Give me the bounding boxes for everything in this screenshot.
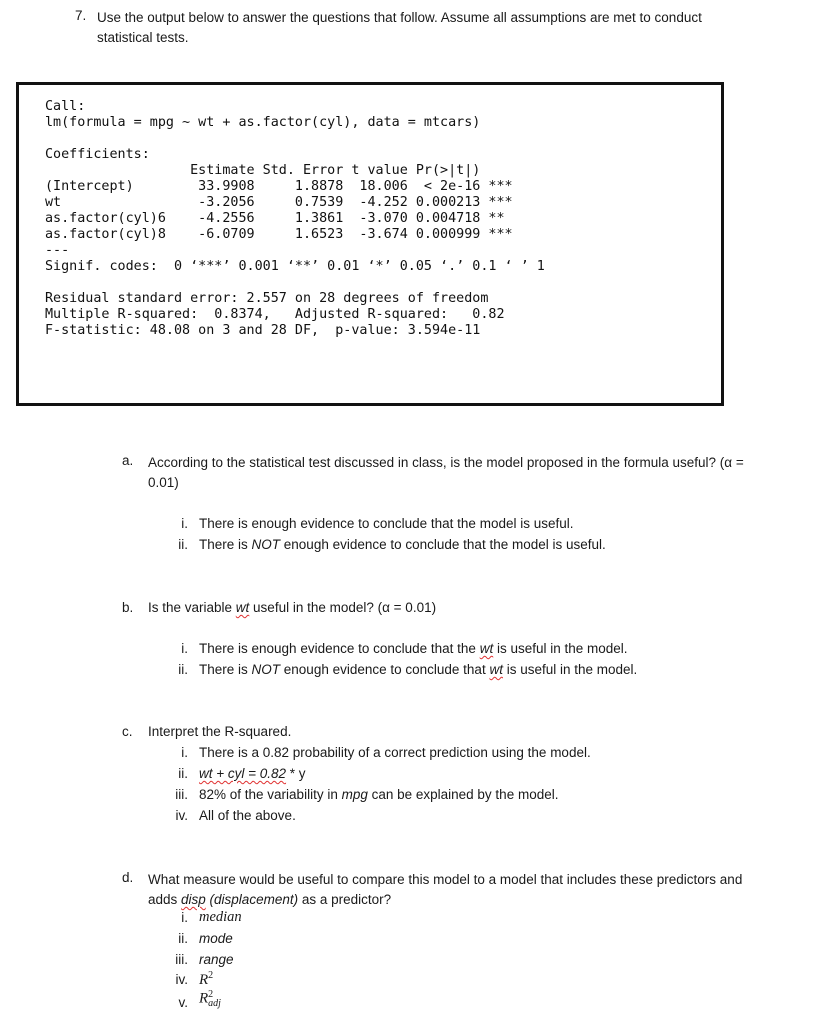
r-output-line: Estimate Std. Error t value Pr(>|t|) bbox=[45, 163, 481, 178]
part-b-option-i-number: i. bbox=[181, 641, 188, 656]
part-d-option-v-symbol: R bbox=[199, 990, 209, 1007]
part-d-question bbox=[148, 870, 808, 910]
part-a-option-ii bbox=[199, 537, 606, 552]
part-a-option-i-number: i. bbox=[181, 516, 188, 531]
r-output-line: lm(formula = mpg ~ wt + as.factor(cyl), data = mtcars) bbox=[45, 115, 481, 130]
part-b-question bbox=[148, 600, 436, 615]
part-c-option-iii bbox=[199, 787, 558, 802]
part-d-line-2-pre: adds bbox=[148, 892, 182, 907]
part-b-option-ii-number: ii. bbox=[178, 662, 188, 677]
part-d-option-i: median bbox=[199, 909, 242, 925]
part-c-option-ii-equation: wt + cyl = 0.82 bbox=[199, 766, 287, 781]
part-d-option-v bbox=[199, 990, 221, 1008]
part-b-post: useful in the model? (α = 0.01) bbox=[249, 600, 437, 615]
part-b-option-i-variable: wt bbox=[479, 641, 494, 656]
part-d-option-ii-number: ii. bbox=[178, 931, 188, 946]
part-a-option-ii-number: ii. bbox=[178, 537, 188, 552]
r-output-line: Residual standard error: 2.557 on 28 degrees of freedom bbox=[45, 291, 489, 306]
part-d-option-iii-number: iii. bbox=[175, 952, 188, 967]
part-b-pre: Is the variable bbox=[148, 600, 236, 615]
part-c-question: Interpret the R-squared. bbox=[148, 724, 292, 739]
part-c-option-i-number: i. bbox=[181, 745, 188, 760]
part-d-option-iii: range bbox=[199, 952, 234, 967]
part-c-option-iii-emphasis: mpg bbox=[341, 787, 368, 802]
r-output-line: as.factor(cyl)8 -6.0709 1.6523 -3.674 0.000999 *** bbox=[45, 227, 513, 242]
part-d-line-2 bbox=[148, 890, 808, 910]
part-c-option-i: There is a 0.82 probability of a correct prediction using the model. bbox=[199, 745, 591, 760]
part-d-option-iv-symbol: R bbox=[199, 972, 209, 988]
part-c-option-ii-number: ii. bbox=[178, 766, 188, 781]
r-output-line: (Intercept) 33.9908 1.8878 18.006 < 2e-16 *** bbox=[45, 179, 513, 194]
part-a-option-i-text: There is enough evidence to conclude that the model is useful. bbox=[199, 516, 574, 531]
part-c-option-iv-number: iv. bbox=[175, 808, 188, 823]
part-a-line-2: 0.01) bbox=[148, 475, 179, 490]
part-d-letter: d. bbox=[122, 870, 134, 885]
r-output-line: Call: bbox=[45, 99, 86, 114]
part-c-option-iii-pre: 82% of the variability in bbox=[199, 787, 342, 802]
r-output-text bbox=[45, 99, 545, 339]
part-b-letter: b. bbox=[122, 600, 134, 615]
question-line-2: statistical tests. bbox=[97, 30, 189, 45]
part-d-option-iv bbox=[199, 970, 213, 989]
part-d-emphasis: (displacement) bbox=[205, 892, 299, 907]
part-b-option-ii-post: is useful in the model. bbox=[502, 662, 638, 677]
r-output-line: Signif. codes: 0 ‘***’ 0.001 ‘**’ 0.01 ‘*’ 0.05 ‘.’ 0.1 ‘ ’ 1 bbox=[45, 259, 545, 274]
part-d-line-1: What measure would be useful to compare this model to a model that includes these predictors and bbox=[148, 872, 743, 887]
part-b-option-ii bbox=[199, 662, 637, 677]
part-d-variable: disp bbox=[181, 892, 206, 907]
part-a-option-i bbox=[199, 516, 574, 531]
part-d-option-iv-number: iv. bbox=[175, 972, 188, 987]
part-b-option-ii-variable: wt bbox=[489, 662, 503, 677]
part-c-option-iii-post: can be explained by the model. bbox=[367, 787, 559, 802]
part-a-question bbox=[148, 453, 808, 493]
part-a-option-ii-emphasis: NOT bbox=[251, 537, 281, 552]
question-number: 7. bbox=[75, 8, 87, 23]
part-d-option-iv-superscript: 2 bbox=[208, 970, 214, 981]
part-b-option-i-pre: There is enough evidence to conclude that the bbox=[199, 641, 480, 656]
part-d-option-ii: mode bbox=[199, 931, 233, 946]
part-b-option-ii-pre: There is bbox=[199, 662, 252, 677]
r-output-line: wt -3.2056 0.7539 -4.252 0.000213 *** bbox=[45, 195, 513, 210]
part-d-line-2-post: as a predictor? bbox=[298, 892, 392, 907]
r-output-line bbox=[45, 131, 545, 147]
part-a-line-1: According to the statistical test discussed in class, is the model proposed in the formula useful? (α = bbox=[148, 455, 744, 470]
part-d-option-v-subscript: adj bbox=[208, 998, 221, 1009]
part-b-option-ii-emphasis: NOT bbox=[251, 662, 281, 677]
part-b-option-ii-mid: enough evidence to conclude that bbox=[280, 662, 490, 677]
part-d-option-v-superscript: 2 bbox=[208, 989, 214, 1000]
part-b-variable: wt bbox=[235, 600, 250, 615]
part-d-option-v-number: v. bbox=[178, 995, 188, 1010]
part-c-option-iii-number: iii. bbox=[175, 787, 188, 802]
part-d-option-i-number: i. bbox=[181, 910, 188, 925]
r-output-line: F-statistic: 48.08 on 3 and 28 DF, p-value: 3.594e-11 bbox=[45, 323, 481, 338]
part-a-letter: a. bbox=[122, 453, 134, 468]
r-output-line: Coefficients: bbox=[45, 147, 150, 162]
part-c-option-ii bbox=[199, 766, 306, 781]
part-a-option-ii-pre: There is bbox=[199, 537, 252, 552]
part-b-option-i bbox=[199, 641, 628, 656]
part-b-option-i-post: is useful in the model. bbox=[493, 641, 628, 656]
r-output-line bbox=[45, 275, 545, 291]
part-c-letter: c. bbox=[122, 724, 133, 739]
r-output-line: as.factor(cyl)6 -4.2556 1.3861 -3.070 0.004718 ** bbox=[45, 211, 505, 226]
question-line-1: Use the output below to answer the questions that follow. Assume all assumptions are met to conduct bbox=[97, 10, 702, 25]
question-text bbox=[97, 8, 797, 48]
r-output-box bbox=[16, 82, 724, 406]
part-a-option-ii-post: enough evidence to conclude that the model is useful. bbox=[280, 537, 606, 552]
r-output-line: Multiple R-squared: 0.8374, Adjusted R-squared: 0.82 bbox=[45, 307, 505, 322]
part-c-option-ii-tail: * y bbox=[286, 766, 306, 781]
r-output-line: --- bbox=[45, 243, 70, 258]
part-c-option-iv: All of the above. bbox=[199, 808, 296, 823]
